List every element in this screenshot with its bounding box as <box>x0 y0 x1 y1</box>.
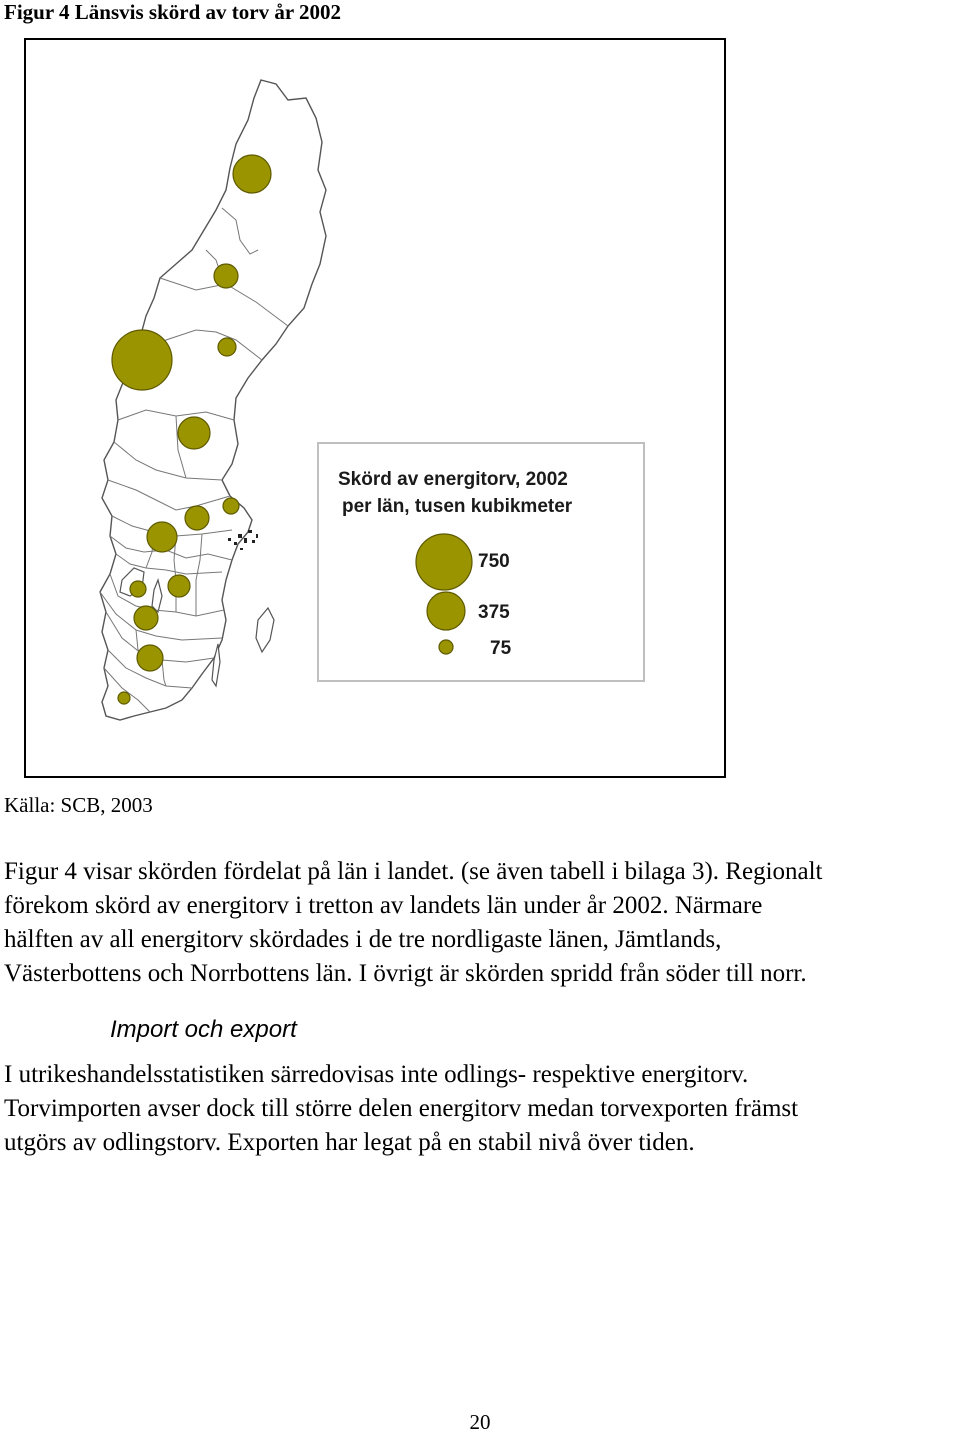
section-heading: Import och export <box>110 1016 297 1043</box>
map-figure <box>24 38 726 778</box>
legend-title-line1: Skörd av energitorv, 2002 <box>338 469 568 490</box>
legend-symbol-75 <box>439 640 453 654</box>
sweden-map <box>26 40 724 776</box>
paragraph-import-export <box>4 1058 798 1160</box>
text-line: Figur 4 visar skörden fördelat på län i landet. (se även tabell i bilaga 3). Regionalt <box>4 858 823 885</box>
county-harvest-symbol <box>185 506 209 530</box>
county-harvest-symbol <box>130 581 146 597</box>
county-harvest-symbol <box>214 264 238 288</box>
legend-value-75: 75 <box>490 638 512 659</box>
county-harvest-symbol <box>112 330 172 390</box>
county-harvest-symbol <box>134 606 158 630</box>
paragraph-harvest <box>4 855 823 991</box>
county-harvest-symbol <box>233 155 271 193</box>
text-line: förekom skörd av energitorv i tretton av landets län under år 2002. Närmare <box>4 892 763 919</box>
page-number: 20 <box>469 1410 491 1434</box>
legend-symbol-750 <box>416 534 472 590</box>
county-harvest-symbol <box>218 338 236 356</box>
text-line: hälften av all energitorv skördades i de tre nordligaste länen, Jämtlands, <box>4 926 722 953</box>
figure-source: Källa: SCB, 2003 <box>4 793 153 817</box>
map-legend <box>318 443 644 681</box>
legend-value-375: 375 <box>478 602 510 623</box>
sweden-outline <box>100 80 326 720</box>
county-harvest-symbol <box>168 575 190 597</box>
county-harvest-symbol <box>137 645 163 671</box>
text-line: utgörs av odlingstorv. Exporten har legat på en stabil nivå över tiden. <box>4 1129 695 1156</box>
gotland-island <box>256 608 274 652</box>
county-harvest-symbol <box>223 498 239 514</box>
figure-caption: Figur 4 Länsvis skörd av torv år 2002 <box>4 0 342 24</box>
legend-title-line2: per län, tusen kubikmeter <box>342 496 573 517</box>
county-harvest-symbol <box>147 522 177 552</box>
text-line: I utrikeshandelsstatistiken särredovisas inte odlings- respektive energitorv. <box>4 1061 749 1088</box>
text-line: Västerbottens och Norrbottens län. I övrigt är skörden spridd från söder till norr. <box>4 960 807 987</box>
legend-symbol-375 <box>427 592 465 630</box>
county-harvest-symbol <box>118 692 130 704</box>
legend-value-750: 750 <box>478 551 510 572</box>
county-harvest-symbol <box>178 417 210 449</box>
text-line: Torvimporten avser dock till större delen energitorv medan torvexporten främst <box>4 1095 799 1122</box>
